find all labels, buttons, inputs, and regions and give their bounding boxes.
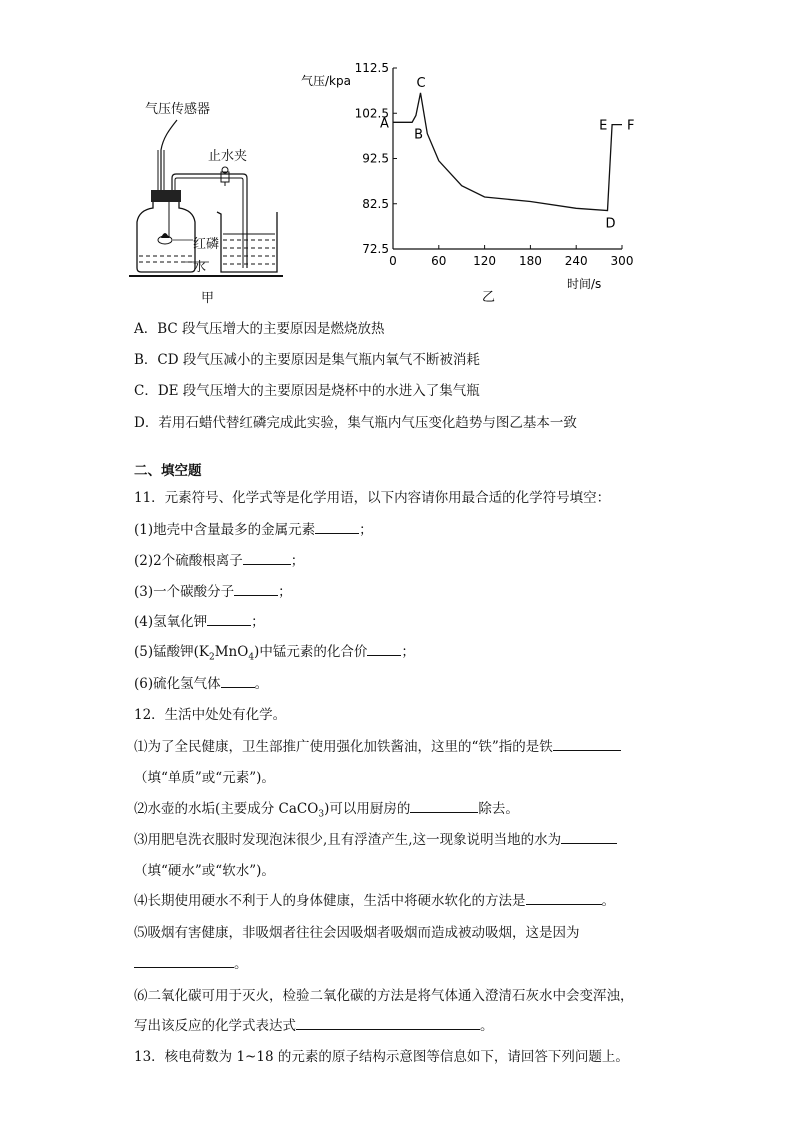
pressure-curve — [393, 93, 622, 211]
apparatus-diagram — [125, 90, 295, 300]
q12-part-5: ⑸吸烟有害健康，非吸烟者往往会因吸烟者吸烟而造成被动吸烟，这是因为 — [134, 925, 580, 941]
connecting-tube — [172, 174, 247, 268]
q12-part-6: ⑹二氧化碳可用于灭火，检验二氧化碳的方法是将气体通入澄清石灰水中会变浑浊， — [134, 988, 634, 1004]
q12-part-3-hint: （填“硬水”或“软水”)。 — [134, 863, 275, 879]
figure-yi-caption: 乙 — [482, 290, 496, 305]
q11-item-1: (1)地壳中含量最多的金属元素 ； — [134, 522, 373, 538]
answer-blank[interactable] — [526, 891, 602, 905]
q12-part-4: ⑷长期使用硬水不利于人的身体健康，生活中将硬水软化的方法是 。 — [134, 893, 615, 909]
answer-blank[interactable] — [315, 520, 359, 534]
q12-part-5-answer: 。 — [134, 952, 248, 972]
x-tick-label: 120 — [473, 254, 497, 268]
answer-blank[interactable] — [243, 551, 291, 565]
q10-option-b: B．CD 段气压减小的主要原因是集气瓶内氧气不断被消耗 — [134, 352, 480, 368]
answer-blank[interactable] — [134, 954, 234, 968]
water-clamp — [221, 167, 229, 186]
q12-part-6-answer: 写出该反应的化学式表达式 。 — [134, 1018, 494, 1034]
answer-blank[interactable] — [561, 830, 617, 844]
x-tick-label: 60 — [431, 254, 447, 268]
q12-part-1: ⑴为了全民健康，卫生部推广使用强化加铁酱油，这里的“铁”指的是铁 — [134, 735, 621, 755]
q10-option-c: C．DE 段气压增大的主要原因是烧杯中的水进入了集气瓶 — [134, 383, 480, 399]
answer-blank[interactable] — [234, 582, 278, 596]
answer-blank[interactable] — [553, 737, 621, 751]
y-tick-label: 92.5 — [362, 151, 389, 166]
point-label-b: B — [414, 127, 424, 143]
q11-item-3: (3)一个碳酸分子 ； — [134, 584, 292, 600]
point-label-f: F — [627, 118, 635, 134]
q11-item-6: (6)硫化氢气体 。 — [134, 676, 269, 692]
y-tick-label: 112.5 — [354, 61, 389, 75]
q12-part-1-hint: （填“单质”或“元素”)。 — [134, 770, 275, 786]
q11-item-1-text: (1)地壳中含量最多的金属元素 — [134, 522, 316, 538]
y-tick-label: 72.5 — [362, 242, 389, 256]
y-tick-label: 82.5 — [362, 196, 389, 211]
q11-item-2: (2)2个硫酸根离子 ； — [134, 553, 305, 569]
chart-x-axis-label: 时间/s — [567, 277, 602, 291]
point-label-c: C — [416, 75, 426, 91]
point-label-a: A — [380, 116, 389, 132]
sensor-label: 气压传感器 — [145, 102, 211, 117]
x-tick-label: 180 — [518, 254, 542, 268]
q12-stem: 12．生活中处处有化学。 — [134, 707, 287, 723]
q11-stem: 11．元素符号、化学式等是化学用语，以下内容请你用最合适的化学符号填空： — [134, 490, 611, 506]
x-tick-label: 0 — [389, 254, 397, 268]
bottle-stopper — [151, 190, 181, 202]
y-tick-label: 102.5 — [354, 106, 389, 121]
water-label: 水 — [193, 260, 207, 275]
section-title: 二、填空题 — [134, 463, 202, 479]
point-label-e: E — [599, 118, 608, 134]
point-label-d: D — [605, 216, 616, 232]
q10-option-d: D．若用石蜡代替红磷完成此实验，集气瓶内气压变化趋势与图乙基本一致 — [134, 415, 577, 431]
clamp-label: 止水夹 — [208, 149, 248, 164]
figure-jia-caption: 甲 — [201, 291, 215, 306]
q11-item-5: (5)锰酸钾$(K_2MnO_4)$中锰元素的化合价 ； — [134, 644, 415, 663]
answer-blank[interactable] — [207, 612, 251, 626]
answer-blank[interactable] — [410, 799, 478, 813]
x-tick-label: 240 — [564, 254, 588, 268]
q10-option-a: A．BC 段气压增大的主要原因是燃烧放热 — [134, 321, 385, 337]
pressure-chart — [295, 58, 640, 308]
chart-y-axis-label: 气压/kpa — [301, 74, 351, 88]
q12-part-2: ⑵水壶的水垢(主要成分 CaCO$_3$)可以用厨房的 除去。 — [134, 801, 519, 820]
x-tick-label: 300 — [610, 254, 634, 268]
answer-blank[interactable] — [296, 1016, 480, 1030]
q12-part-3: ⑶用肥皂洗衣服时发现泡沫很少,且有浮渣产生,这一现象说明当地的水为 — [134, 828, 617, 848]
answer-blank[interactable] — [367, 642, 401, 656]
phosphorus-label: 红磷 — [193, 237, 220, 252]
answer-blank[interactable] — [221, 674, 255, 688]
q11-item-4: (4)氢氧化钾 ； — [134, 614, 265, 630]
q13-stem: 13．核电荷数为 1~18 的元素的原子结构示意图等信息如下，请回答下列问题上。 — [134, 1049, 629, 1065]
